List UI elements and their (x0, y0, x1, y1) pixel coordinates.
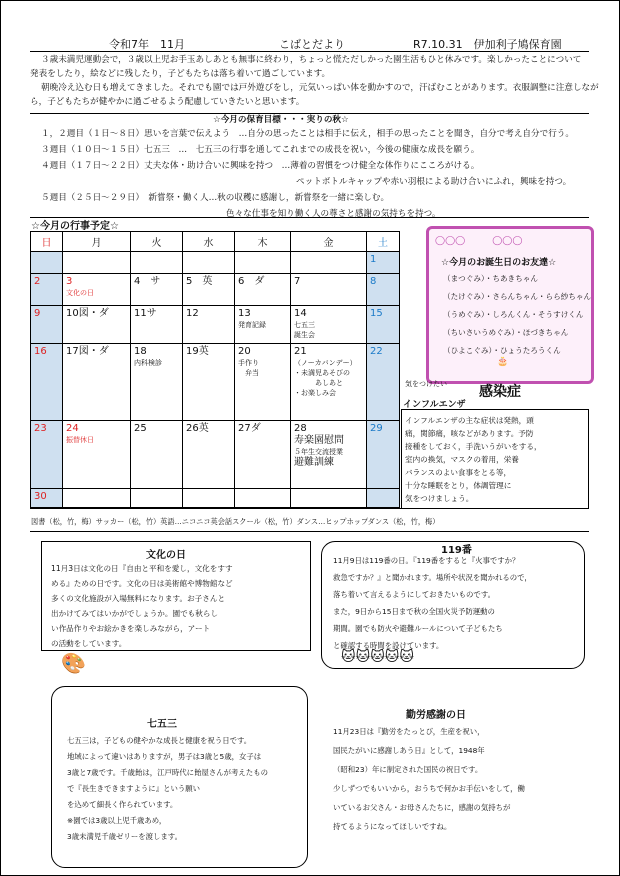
calendar-day-cell (183, 305, 235, 343)
shichi-line: 七五三は，子どもの健やかな成長と健康を祝う日です。 (67, 736, 252, 745)
goal-item-4: ペットボトルキャップや赤い羽根による助け合いにふれ，興味を持つ。 (296, 177, 572, 187)
day-event: 内科検診 (134, 359, 162, 368)
calendar-day-cell (291, 420, 367, 488)
header-divider (30, 51, 589, 52)
shichi-line: 地域によって違いはありますが，男子は3歳と5歳，女子は (67, 752, 262, 761)
header-title: こばとだより (279, 38, 345, 51)
day-number: 4 サ (134, 275, 161, 287)
flu-line: 室内の換気，マスクの着用，栄養 (405, 455, 519, 464)
intro-line-1: ３歳未満児運動会で，３歳以上児お手玉あしあとも無事に終わり，ちょっと慌ただしかった園生活もひと休みです。楽しかったことについて (41, 55, 582, 65)
day-event: 振替休日 (66, 435, 94, 444)
day-event: 発育記録 (238, 320, 266, 329)
flu-heading: インフルエンザ (403, 400, 466, 410)
calendar-day-cell (131, 489, 183, 508)
day-event: 寿楽園慰問 (294, 434, 344, 446)
day-number: 11サ (134, 307, 157, 319)
day-number: 6 ダ (238, 275, 265, 287)
intro-line-2: 発表をしたり，絵などに残したり，子どもたちは落ち着いて過ごしています。 (30, 69, 331, 79)
n119-line: また，9日から15日まで秋の全国火災予防運動の (333, 607, 495, 616)
palette-icon: 🎨 (61, 651, 86, 675)
goal-item-2: ３週目（１０日〜１５日）七五三 … 七五三の行事を通してこれまでの成長を祝い，今後の健康な成長を願う。 (41, 145, 480, 155)
calendar-day-cell (183, 489, 235, 508)
calendar-day-cell (235, 420, 291, 488)
weekday-header: 月 (63, 232, 131, 252)
day-event: ５年生交流授業 (294, 447, 343, 456)
day-number: 8 (370, 275, 377, 287)
calendar-day-cell (291, 489, 367, 508)
weekday-header: 水 (183, 232, 235, 252)
cat-firefighters-icon: 🐱🐱🐱🐱🐱 (341, 649, 414, 665)
day-event: 七五三 (294, 320, 315, 329)
calendar-day-cell (131, 305, 183, 343)
day-number: 14 (294, 307, 307, 319)
day-number: 19英 (186, 346, 209, 358)
day-number: 15 (370, 307, 383, 319)
calendar-week-row (31, 305, 400, 343)
day-number: 27ダ (238, 422, 261, 434)
day-number: 24 (66, 422, 79, 434)
calendar-day-cell (367, 489, 400, 508)
n119-line: 期間。園でも防火や避難ルールについて子どもたち (333, 624, 503, 633)
labor-line: 少しずつでもいいから，おうちで何かお手伝いをして，働 (333, 784, 525, 793)
calendar-week-row (31, 273, 400, 305)
flu-line: バランスのよい食事をとる等， (405, 468, 512, 477)
day-number: 18 (134, 346, 147, 358)
calendar-day-cell (235, 489, 291, 508)
calendar-day-cell (367, 305, 400, 343)
n119-line: 救急ですか？』と聞かれます。場所や状況を聞かれるので， (333, 573, 532, 582)
birthday-box (426, 226, 594, 384)
n119-line: と確認する時間を設けています。 (333, 641, 444, 650)
calendar-day-cell (63, 344, 131, 421)
calendar-day-cell (235, 273, 291, 305)
birthday-entry-3: （うめぐみ）・しろんくん・そうすけくん (443, 310, 584, 319)
weekday-header: 木 (235, 232, 291, 252)
day-number: 10図・ダ (66, 307, 109, 319)
bunka-title: 文化の日 (146, 550, 186, 561)
day-event: 誕生会 (294, 330, 315, 339)
bunka-line: い作品作りやお絵かきを楽しみながら，アート (51, 624, 211, 633)
calendar-day-cell (63, 252, 131, 274)
calendar-day-cell (31, 305, 63, 343)
day-number: 23 (34, 422, 47, 434)
day-number: 30 (34, 491, 47, 503)
calendar-day-cell (183, 252, 235, 274)
day-event: ・未満児あそびの (294, 369, 350, 378)
day-number: 7 (294, 275, 301, 287)
calendar-day-cell (131, 273, 183, 305)
calendar-day-cell (63, 305, 131, 343)
calendar-title: ☆今月の行事予定☆ (31, 221, 119, 232)
flu-line: 接種をしておく，手洗いうがいをする， (405, 442, 542, 451)
day-number: 22 (370, 346, 383, 358)
day-event: 弁当 (238, 369, 259, 378)
day-number: 20 (238, 346, 251, 358)
labor-title: 勤労感謝の日 (406, 710, 466, 721)
calendar-day-cell (31, 273, 63, 305)
calendar-day-cell (63, 420, 131, 488)
calendar-day-cell (183, 273, 235, 305)
goal-item-5: ５週目（２５日〜２９日） 新嘗祭・働く人…秋の収穫に感謝し，新嘗祭を一緒に楽しむ。 (41, 193, 390, 203)
birthday-title: ☆今月のお誕生日のお友達☆ (441, 258, 557, 268)
calendar-week-row (31, 344, 400, 421)
calendar-day-cell (63, 273, 131, 305)
header-date: 令和7年 11月 (109, 38, 185, 51)
calendar-day-cell (183, 420, 235, 488)
shichi-line: で『長生きできますように』という願い (67, 784, 201, 793)
calendar-day-cell (131, 344, 183, 421)
flu-line: 痛，関節痛，咳などがあります。予防 (405, 429, 534, 438)
day-number: 25 (134, 422, 147, 434)
weekday-header: 日 (31, 232, 63, 252)
calendar-day-cell (131, 420, 183, 488)
day-number: 17図・ダ (66, 346, 109, 358)
flu-title: 感染症 (479, 384, 521, 400)
calendar-week-row (31, 252, 400, 274)
day-number: 13 (238, 307, 251, 319)
day-number: 26英 (186, 422, 209, 434)
birthday-entry-2: （たけぐみ）・さらんちゃん・らら紗ちゃん (443, 292, 592, 301)
shichi-line: 3歳未満児千歳ゼリーを渡します。 (67, 832, 182, 841)
intro-line-4: ら，子どもたちが健やかに過ごせるよう配慮していきたいと思います。 (30, 97, 305, 107)
goal-item-1: １，２週目（１日〜８日）思いを言葉で伝えよう …自分の思ったことは相手に伝え，相手の思ったことを聞き，自分で考え自分で行う。 (41, 129, 574, 139)
day-number: 29 (370, 422, 383, 434)
bunka-line: 多くの文化施設が入場無料になります。お子さんと (51, 594, 226, 603)
calendar-week-row (31, 489, 400, 508)
calendar-day-cell (291, 273, 367, 305)
calendar-day-cell (31, 420, 63, 488)
calendar-day-cell (131, 252, 183, 274)
calendar-day-cell (235, 305, 291, 343)
calendar-day-cell (367, 420, 400, 488)
calendar-day-cell (235, 344, 291, 421)
calendar-day-cell (291, 252, 367, 274)
birthday-entry-1: （まつぐみ）・ちあきちゃん (443, 274, 538, 283)
bunka-line: の活動をしています。 (51, 639, 127, 648)
calendar-day-cell (291, 344, 367, 421)
intro-line-3: 朝晩冷え込む日も増えてきました。それでも園では戸外遊びをし，元気いっぱい体を動かすので，汗ばむことがあります。衣服調整に注意しなが (41, 83, 599, 93)
day-event: 手作り (238, 359, 259, 368)
weekday-header: 土 (367, 232, 400, 252)
cake-icon: 🎂 (497, 357, 509, 367)
shichigosan-title: 七五三 (147, 719, 177, 730)
event-calendar (30, 231, 400, 508)
calendar-day-cell (235, 252, 291, 274)
calendar-week-row (31, 420, 400, 488)
calendar-day-cell (183, 344, 235, 421)
calendar-day-cell (31, 489, 63, 508)
day-number: 1 (370, 254, 377, 265)
day-event: 文化の日 (66, 288, 94, 297)
flu-line: 十分な睡眠をとり，体調管理に (405, 481, 512, 490)
goal-item-6: 色々な仕事を知り働く人の尊さと感謝の気持ちを持つ。 (226, 209, 441, 219)
day-number: 9 (34, 307, 41, 319)
calendar-weekday-row (31, 232, 400, 252)
flu-line: 気をつけましょう。 (405, 494, 474, 503)
classes-note: 図書（松，竹，梅）サッカー（松，竹）英語…ニコニコ英会話スクール（松，竹）ダンス…ヒップホップダンス（松，竹，梅） (31, 517, 440, 526)
day-number: 16 (34, 346, 47, 358)
calendar-day-cell (63, 489, 131, 508)
flu-subtitle: 気をつけたい (405, 380, 447, 388)
day-number: 28 (294, 422, 307, 434)
goal-item-3: ４週目（１７日〜２２日）丈夫な体・助け合いに興味を持つ …薄着の習慣をつけ健全な体作りにこころがける。 (41, 161, 480, 171)
calendar-day-cell (367, 344, 400, 421)
bunka-line: める』ための日です。文化の日は美術館や博物館など (51, 579, 233, 588)
shichi-line: を込めて細長く作られています。 (67, 800, 178, 809)
goals-title: ☆今月の保育目標・・・実りの秋☆ (213, 115, 349, 125)
shichi-line: ※園では3歳以上児千歳あめ， (67, 816, 167, 825)
weekday-header: 金 (291, 232, 367, 252)
day-number: 3 (66, 275, 73, 287)
labor-line: 持てるようになってほしいですね。 (333, 822, 452, 831)
infection-section (399, 379, 589, 509)
classes-divider-bottom (30, 531, 589, 532)
day-event: ・お楽しみ会 (294, 389, 336, 398)
day-number: 12 (186, 307, 199, 319)
calendar-day-cell (31, 252, 63, 274)
weekday-header: 火 (131, 232, 183, 252)
calendar-day-cell (367, 273, 400, 305)
birthday-entry-5: （ひよこぐみ）・ひょうたろうくん (443, 346, 561, 355)
header-issue: R7.10.31 伊加利子鳩保育園 (413, 38, 562, 51)
n119-line: 落ち着いて言えるようにしておきたいものです。 (333, 590, 496, 599)
day-event: あしあと (294, 379, 343, 388)
shichi-line: 3歳と7歳です。千歳飴は，江戸時代に飴屋さんが考えたもの (67, 768, 268, 777)
day-event: 避難訓練 (294, 456, 334, 468)
labor-line: 国民たがいに感謝しあう日』として，1948年 (333, 746, 485, 755)
bunka-line: 出かけてみてはいかがでしょうか。園でも秋らし (51, 609, 219, 618)
day-event: （ノーカバンデー） (294, 359, 357, 368)
day-number: 21 (294, 346, 307, 358)
labor-line: いているお父さん・お母さんたちに，感謝の気持ちが (333, 803, 511, 812)
labor-line: （昭和23）年に制定された国民の祝日です。 (333, 765, 483, 774)
calendar-day-cell (367, 252, 400, 274)
day-number: 5 英 (186, 275, 213, 287)
calendar-day-cell (31, 344, 63, 421)
labor-line: 11月23日は『勤労をたっとび，生産を祝い， (333, 727, 485, 736)
calendar-day-cell (291, 305, 367, 343)
bunka-line: 11月3日は文化の日『自由と平和を愛し，文化をすす (51, 564, 233, 573)
day-number: 2 (34, 275, 41, 287)
balloon-icon: ◯◯◯ ◯◯◯ (435, 236, 523, 246)
n119-line: 11月9日は119番の日。『119番をすると『火事ですか？ (333, 556, 520, 565)
n119-title: 119番 (441, 545, 472, 556)
birthday-entry-4: （ちいさいうめぐみ）・ほづきちゃん (443, 328, 569, 337)
classes-divider-top (30, 508, 589, 509)
flu-line: インフルエンザの主な症状は発熱，頭 (405, 416, 534, 425)
